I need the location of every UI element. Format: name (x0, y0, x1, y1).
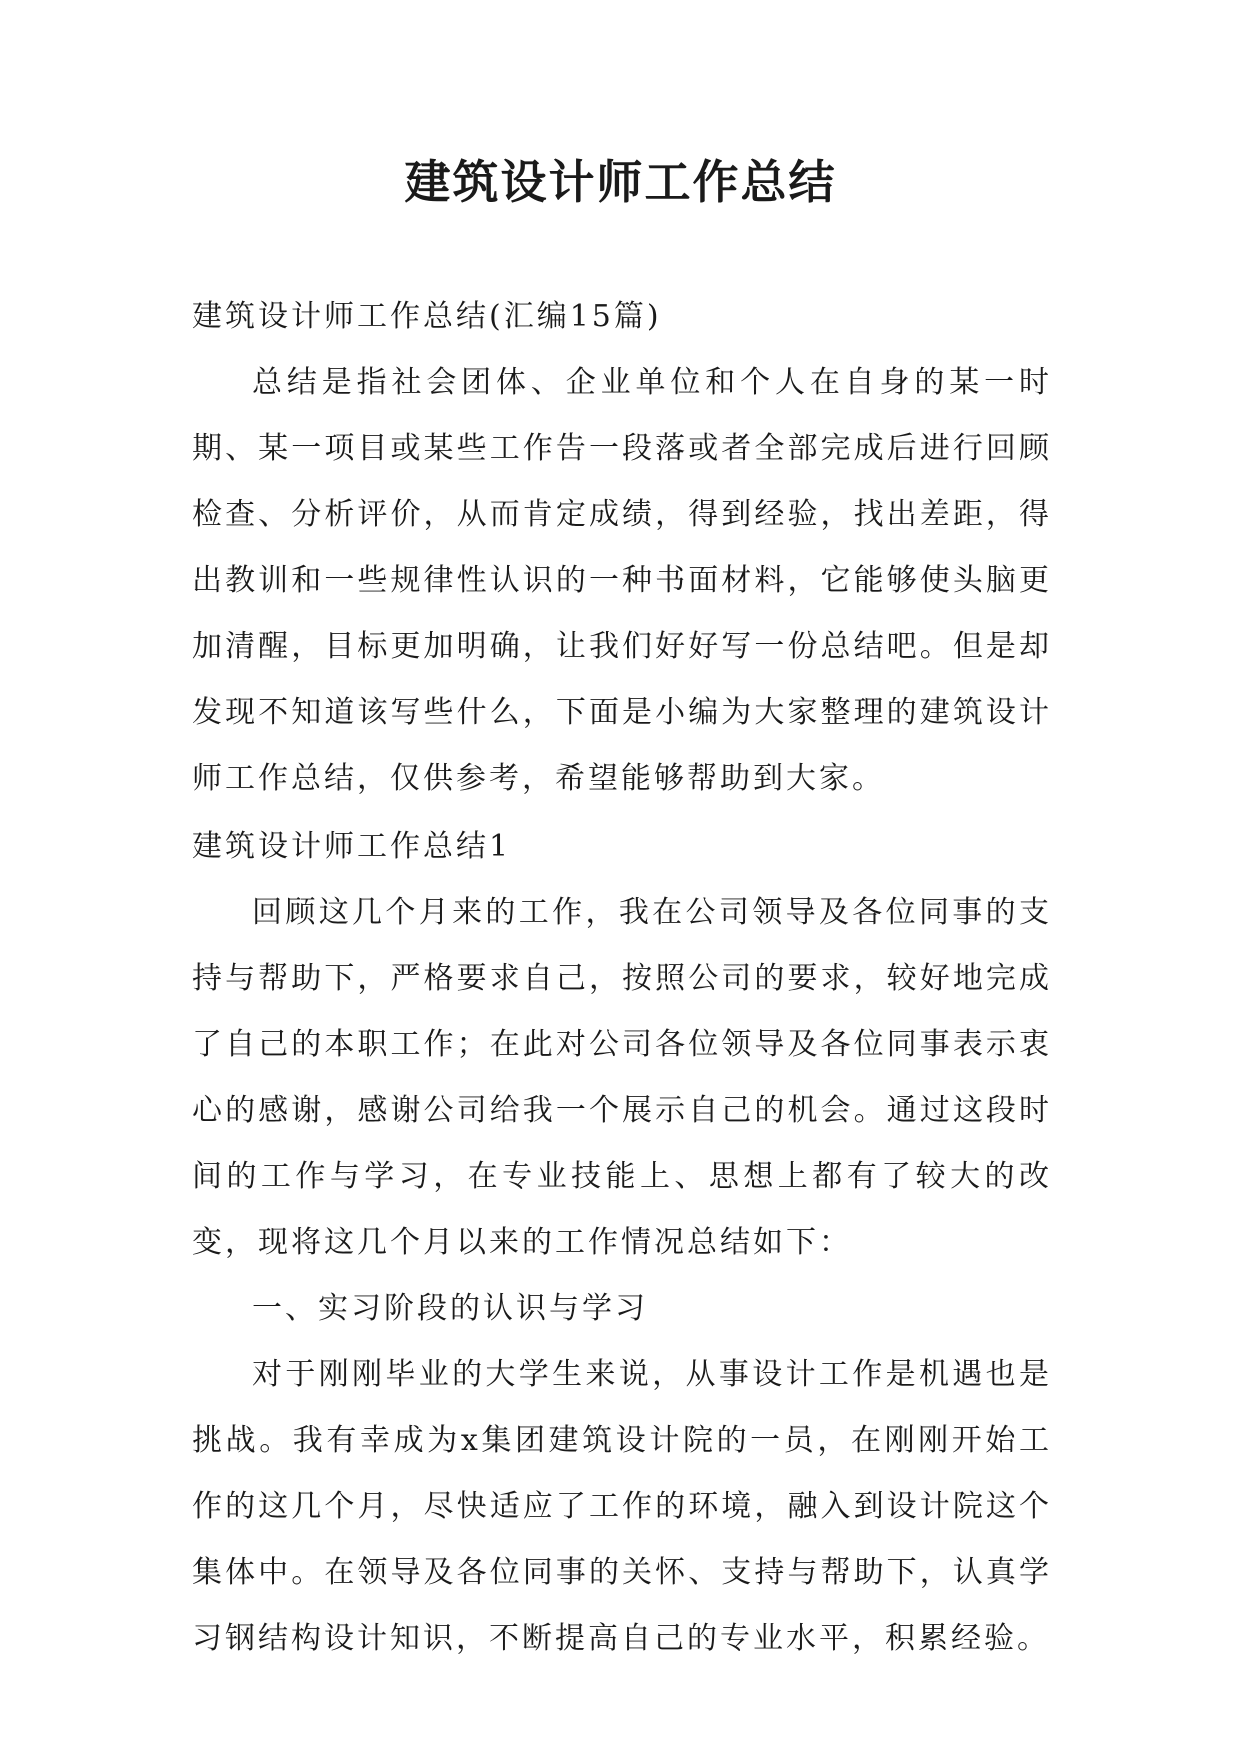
intro-paragraph: 总结是指社会团体、企业单位和个人在自身的某一时期、某一项目或某些工作告一段落或者全部完成后进行回顾检查、分析评价，从而肯定成绩，得到经验，找出差距，得出教训和一些规律性认识的一种书面材料，它能够使头脑更加清醒，目标更加明确，让我们好好写一份总结吧。但是却发现不知道该写些什么，下面是小编为大家整理的建筑设计师工作总结，仅供参考，希望能够帮助到大家。 (192, 365, 1052, 796)
section-1-subheading: 一、实习阶段的认识与学习 (252, 1291, 648, 1326)
section-1-paragraph-1: 回顾这几个月来的工作，我在公司领导及各位同事的支持与帮助下，严格要求自己，按照公司的要求，较好地完成了自己的本职工作；在此对公司各位领导及各位同事表示衷心的感谢，感谢公司给我一个展示自己的机会。通过这段时间的工作与学习，在专业技能上、思想上都有了较大的改变，现将这几个月以来的工作情况总结如下： (192, 895, 1052, 1260)
section-1-heading: 建筑设计师工作总结1 (192, 829, 512, 864)
intro-heading: 建筑设计师工作总结(汇编15篇) (192, 299, 662, 334)
intro-block (192, 284, 1052, 812)
section-1-block (192, 814, 1052, 1672)
section-1-paragraph-2: 对于刚刚毕业的大学生来说，从事设计工作是机遇也是挑战。我有幸成为x集团建筑设计院的一员，在刚刚开始工作的这几个月，尽快适应了工作的环境，融入到设计院这个集体中。在领导及各位同事的关怀、支持与帮助下，认真学习钢结构设计知识，不断提高自己的专业水平，积累经验。 (192, 1357, 1052, 1656)
document-title: 建筑设计师工作总结 (404, 155, 837, 209)
